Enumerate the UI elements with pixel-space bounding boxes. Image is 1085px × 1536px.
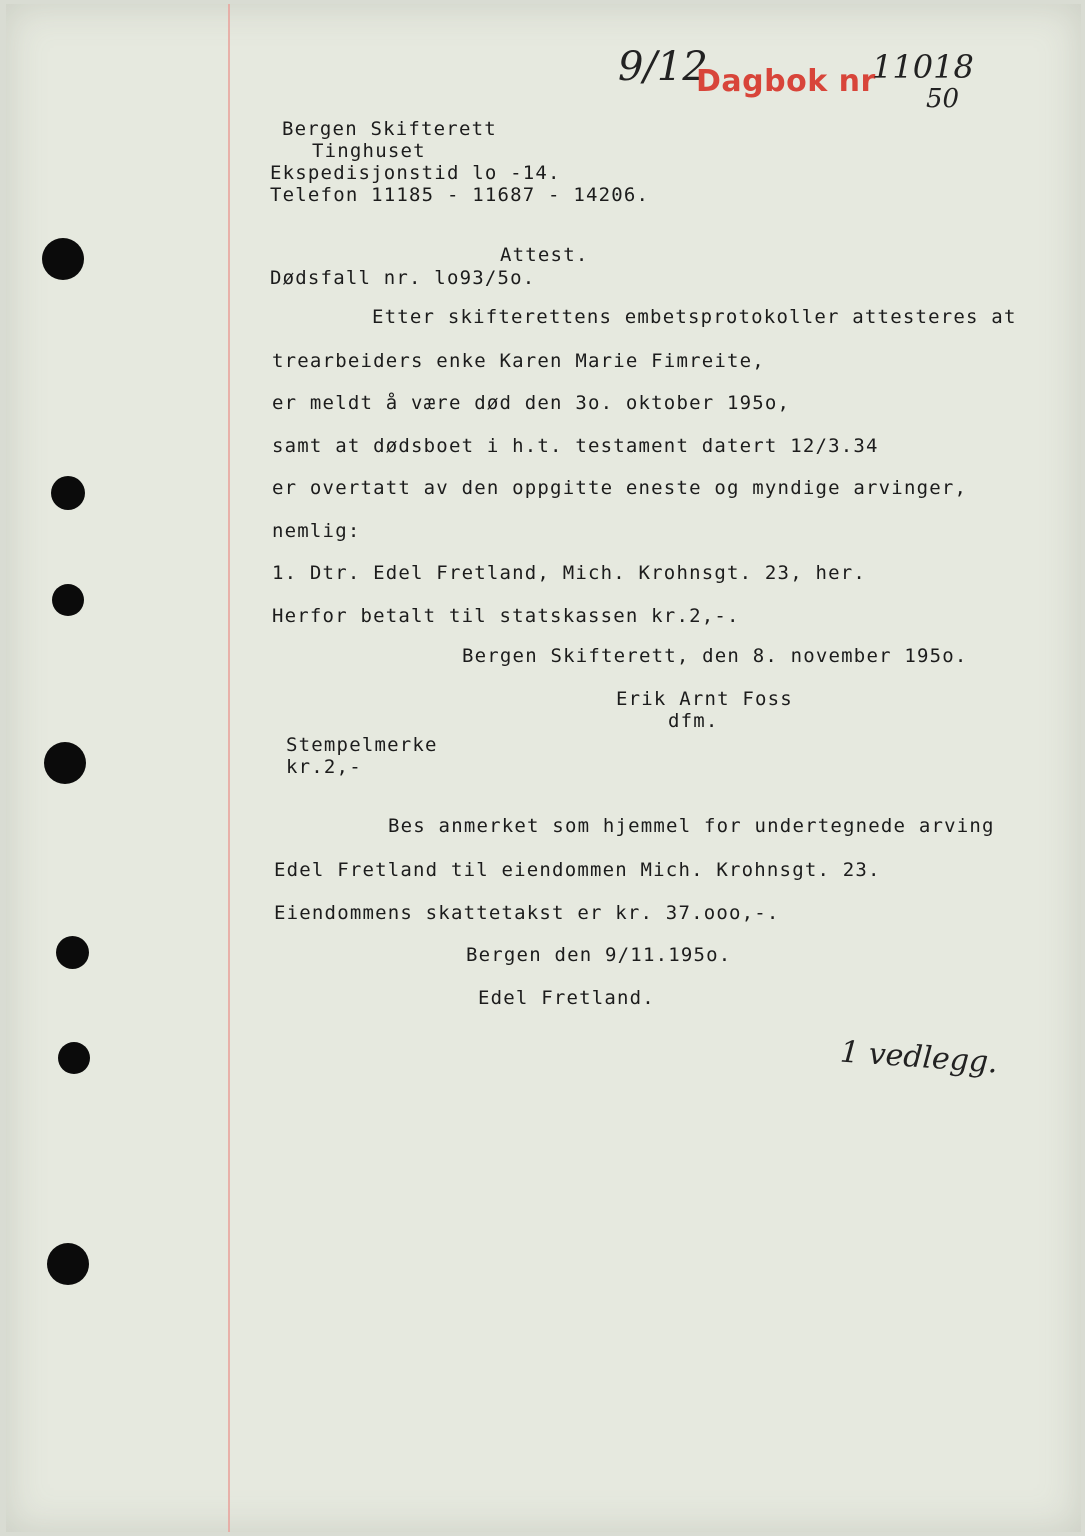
punch-hole bbox=[51, 476, 85, 510]
document-page bbox=[6, 4, 1081, 1532]
letterhead-office: Bergen Skifterett bbox=[282, 118, 497, 140]
request-line: Edel Fretland til eiendommen Mich. Krohnsgt. 23. bbox=[274, 859, 881, 881]
punch-hole bbox=[47, 1243, 89, 1285]
body-line: er overtatt av den oppgitte eneste og myndige arvinger, bbox=[272, 477, 968, 499]
document-title: Attest. bbox=[500, 244, 589, 266]
stamp-date: 9/12 bbox=[618, 44, 708, 90]
body-line: 1. Dtr. Edel Fretland, Mich. Krohnsgt. 23, her. bbox=[272, 562, 867, 584]
body-line: er meldt å være død den 3o. oktober 195o, bbox=[272, 392, 791, 414]
attachment-annotation: 1 vedlegg. bbox=[838, 1034, 999, 1081]
body-line: Etter skifterettens embetsprotokoller attesteres at bbox=[372, 306, 1017, 328]
letterhead-hours: Ekspedisjonstid lo -14. bbox=[270, 162, 561, 184]
body-line: nemlig: bbox=[272, 520, 361, 542]
margin-line bbox=[228, 4, 230, 1532]
body-line: Herfor betalt til statskassen kr.2,-. bbox=[272, 605, 740, 627]
punch-hole bbox=[44, 742, 86, 784]
letterhead-building: Tinghuset bbox=[312, 140, 426, 162]
dagbok-number: 11018 bbox=[872, 48, 974, 86]
dagbok-year: 50 bbox=[926, 84, 960, 114]
signer-title: dfm. bbox=[668, 710, 719, 732]
body-line: trearbeiders enke Karen Marie Fimreite, bbox=[272, 350, 765, 372]
punch-hole bbox=[56, 936, 89, 969]
stamp-amount: kr.2,- bbox=[286, 756, 362, 778]
attest-place-date: Bergen Skifterett, den 8. november 195o. bbox=[462, 645, 968, 667]
case-reference: Dødsfall nr. lo93/5o. bbox=[270, 267, 536, 289]
request-line: Eiendommens skattetakst er kr. 37.ooo,-. bbox=[274, 902, 780, 924]
request-place-date: Bergen den 9/11.195o. bbox=[466, 944, 732, 966]
body-line: samt at dødsboet i h.t. testament datert 12/3.34 bbox=[272, 435, 879, 457]
punch-hole bbox=[42, 238, 84, 280]
punch-hole bbox=[58, 1042, 90, 1074]
stamp-label: Stempelmerke bbox=[286, 734, 438, 756]
request-line: Bes anmerket som hjemmel for undertegnede arving bbox=[388, 815, 995, 837]
dagbok-stamp-label: Dagbok nr bbox=[696, 64, 876, 99]
request-signer: Edel Fretland. bbox=[478, 987, 655, 1009]
punch-hole bbox=[52, 584, 84, 616]
signer-name: Erik Arnt Foss bbox=[616, 688, 793, 710]
letterhead-phone: Telefon 11185 - 11687 - 14206. bbox=[270, 184, 650, 206]
